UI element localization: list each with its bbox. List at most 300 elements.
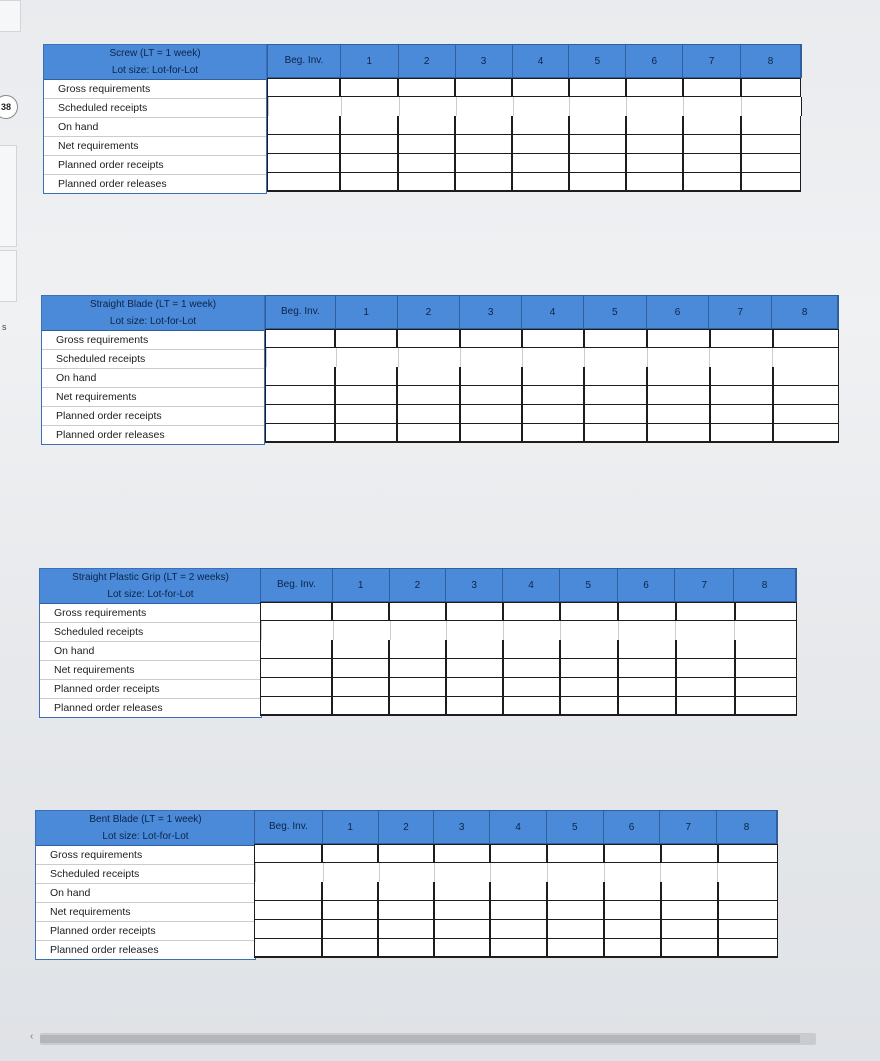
input-cell-planned-order-receipts[interactable] [490, 920, 547, 939]
input-cell-planned-order-releases[interactable] [661, 939, 718, 958]
input-cell-planned-order-releases[interactable] [503, 697, 560, 716]
input-row-gross-requirements [254, 844, 778, 863]
blank-cell [772, 348, 838, 367]
column-header-week: 3 [446, 569, 503, 601]
row-label-planned-order-receipts: Planned order receipts [36, 922, 255, 941]
row-label-planned-order-releases: Planned order releases [56, 429, 165, 441]
input-cell-net-requirements[interactable] [397, 386, 460, 405]
input-cell-net-requirements[interactable] [773, 386, 839, 405]
input-cell-net-requirements[interactable] [618, 659, 676, 678]
input-cell-on-hand[interactable] [455, 116, 512, 135]
blank-cell [446, 621, 503, 640]
blank-cell [618, 621, 676, 640]
input-cell-gross-requirements[interactable] [584, 329, 647, 348]
input-cell-on-hand[interactable] [710, 367, 773, 386]
input-cell-gross-requirements[interactable] [434, 844, 490, 863]
input-row-planned-order-releases [254, 939, 778, 958]
input-cell-planned-order-receipts[interactable] [735, 678, 797, 697]
input-cell-gross-requirements[interactable] [446, 602, 503, 621]
input-cell-planned-order-receipts[interactable] [254, 920, 322, 939]
input-cell-on-hand[interactable] [398, 116, 455, 135]
column-header-week: 4 [503, 569, 560, 601]
input-cell-net-requirements[interactable] [340, 135, 398, 154]
input-cell-planned-order-releases[interactable] [522, 424, 584, 443]
table-header [44, 45, 266, 80]
input-grid [265, 295, 839, 443]
input-row-scheduled-receipts [267, 97, 802, 116]
lot-size-label: Lot size: Lot-for-Lot [111, 65, 199, 76]
column-header-week: 5 [569, 45, 626, 77]
blank-cell [522, 348, 584, 367]
input-cell-planned-order-releases[interactable] [322, 939, 378, 958]
input-cell-on-hand[interactable] [397, 367, 460, 386]
input-row-gross-requirements [265, 329, 839, 348]
input-cell-on-hand[interactable] [490, 882, 547, 901]
input-cell-planned-order-releases[interactable] [490, 939, 547, 958]
item-title: Screw (LT = 1 week) [109, 48, 201, 59]
input-cell-planned-order-receipts[interactable] [332, 678, 389, 697]
input-cell-gross-requirements[interactable] [503, 602, 560, 621]
input-cell-on-hand[interactable] [260, 640, 332, 659]
input-cell-planned-order-receipts[interactable] [398, 154, 455, 173]
input-cell-gross-requirements[interactable] [647, 329, 710, 348]
input-cell-on-hand[interactable] [741, 116, 801, 135]
lot-size-label: Lot size: Lot-for-Lot [102, 831, 189, 842]
column-header-week: 7 [660, 811, 717, 843]
input-cell-net-requirements[interactable] [446, 659, 503, 678]
input-cell-net-requirements[interactable] [522, 386, 584, 405]
blank-cell [503, 621, 560, 640]
column-header-week: 5 [547, 811, 604, 843]
blank-cell [683, 97, 741, 116]
input-cell-on-hand[interactable] [340, 116, 398, 135]
input-cell-gross-requirements[interactable] [490, 844, 547, 863]
input-cell-planned-order-receipts[interactable] [547, 920, 604, 939]
input-cell-net-requirements[interactable] [490, 901, 547, 920]
blank-cell [569, 97, 626, 116]
input-cell-net-requirements[interactable] [560, 659, 618, 678]
input-grid [267, 44, 802, 192]
input-cell-planned-order-releases[interactable] [265, 424, 335, 443]
input-cell-planned-order-receipts[interactable] [626, 154, 683, 173]
input-cell-gross-requirements[interactable] [265, 329, 335, 348]
input-cell-on-hand[interactable] [265, 367, 335, 386]
input-cell-gross-requirements[interactable] [547, 844, 604, 863]
input-cell-on-hand[interactable] [773, 367, 839, 386]
input-cell-planned-order-receipts[interactable] [718, 920, 778, 939]
input-cell-planned-order-receipts[interactable] [389, 678, 446, 697]
input-cell-planned-order-releases[interactable] [397, 424, 460, 443]
column-header-week: 8 [741, 45, 801, 77]
input-row-planned-order-receipts [267, 154, 802, 173]
input-cell-planned-order-releases[interactable] [340, 173, 398, 192]
input-cell-planned-order-releases[interactable] [626, 173, 683, 192]
input-cell-planned-order-releases[interactable] [512, 173, 569, 192]
row-label-planned-order-releases: Planned order releases [50, 944, 159, 956]
blank-cell [547, 863, 604, 882]
input-cell-on-hand[interactable] [522, 367, 584, 386]
input-cell-planned-order-receipts[interactable] [340, 154, 398, 173]
blank-cell [734, 621, 796, 640]
input-cell-on-hand[interactable] [618, 640, 676, 659]
input-cell-gross-requirements[interactable] [710, 329, 773, 348]
input-cell-on-hand[interactable] [604, 882, 661, 901]
input-cell-net-requirements[interactable] [547, 901, 604, 920]
row-label-net-requirements: Net requirements [40, 661, 261, 680]
input-cell-gross-requirements[interactable] [569, 78, 626, 97]
input-cell-net-requirements[interactable] [735, 659, 797, 678]
table-header [40, 569, 261, 604]
input-cell-on-hand[interactable] [335, 367, 397, 386]
input-row-on-hand [254, 882, 778, 901]
blank-cell [717, 863, 777, 882]
column-header-week: 3 [456, 45, 513, 77]
lot-size-label: Lot size: Lot-for-Lot [109, 316, 197, 327]
input-cell-net-requirements[interactable] [647, 386, 710, 405]
input-cell-planned-order-receipts[interactable] [560, 678, 618, 697]
input-cell-net-requirements[interactable] [710, 386, 773, 405]
blank-cell [460, 348, 522, 367]
column-header-week: 2 [398, 296, 461, 328]
input-cell-on-hand[interactable] [446, 640, 503, 659]
input-cell-planned-order-receipts[interactable] [322, 920, 378, 939]
input-cell-planned-order-receipts[interactable] [265, 405, 335, 424]
input-cell-gross-requirements[interactable] [676, 602, 735, 621]
input-cell-net-requirements[interactable] [676, 659, 735, 678]
input-cell-on-hand[interactable] [267, 116, 340, 135]
input-cell-net-requirements[interactable] [265, 386, 335, 405]
input-cell-planned-order-releases[interactable] [676, 697, 735, 716]
input-cell-on-hand[interactable] [389, 640, 446, 659]
input-cell-planned-order-releases[interactable] [618, 697, 676, 716]
blank-cell [390, 621, 447, 640]
row-label-planned-order-receipts: Planned order receipts [44, 156, 266, 175]
input-cell-gross-requirements[interactable] [398, 78, 455, 97]
input-cell-planned-order-releases[interactable] [398, 173, 455, 192]
side-fragment-text: s [2, 322, 7, 332]
input-cell-planned-order-receipts[interactable] [522, 405, 584, 424]
input-cell-net-requirements[interactable] [398, 135, 455, 154]
column-header-week: 6 [647, 296, 710, 328]
column-header-week: 5 [560, 569, 618, 601]
input-cell-gross-requirements[interactable] [260, 602, 332, 621]
input-cell-planned-order-releases[interactable] [683, 173, 741, 192]
input-cell-on-hand[interactable] [378, 882, 434, 901]
input-grid [260, 568, 797, 716]
input-cell-planned-order-releases[interactable] [718, 939, 778, 958]
input-cell-gross-requirements[interactable] [773, 329, 839, 348]
input-cell-gross-requirements[interactable] [340, 78, 398, 97]
input-cell-net-requirements[interactable] [741, 135, 801, 154]
input-cell-on-hand[interactable] [547, 882, 604, 901]
column-header-week: 7 [675, 569, 734, 601]
input-row-planned-order-releases [267, 173, 802, 192]
input-cell-planned-order-receipts[interactable] [260, 678, 332, 697]
item-title: Bent Blade (LT = 1 week) [89, 814, 202, 825]
column-header-week: 8 [717, 811, 777, 843]
input-cell-on-hand[interactable] [661, 882, 718, 901]
blank-cell [560, 621, 618, 640]
input-cell-net-requirements[interactable] [254, 901, 322, 920]
input-cell-planned-order-receipts[interactable] [584, 405, 647, 424]
column-header-week: 6 [626, 45, 683, 77]
input-cell-net-requirements[interactable] [434, 901, 490, 920]
input-cell-gross-requirements[interactable] [661, 844, 718, 863]
input-row-net-requirements [260, 659, 797, 678]
input-cell-net-requirements[interactable] [718, 901, 778, 920]
input-cell-gross-requirements[interactable] [735, 602, 797, 621]
blank-cell [323, 863, 379, 882]
input-cell-planned-order-releases[interactable] [710, 424, 773, 443]
input-cell-planned-order-releases[interactable] [584, 424, 647, 443]
input-cell-planned-order-receipts[interactable] [773, 405, 839, 424]
row-label-planned-order-receipts: Planned order receipts [42, 407, 264, 426]
input-cell-planned-order-receipts[interactable] [378, 920, 434, 939]
input-cell-net-requirements[interactable] [455, 135, 512, 154]
input-cell-gross-requirements[interactable] [460, 329, 522, 348]
input-cell-on-hand[interactable] [718, 882, 778, 901]
input-cell-gross-requirements[interactable] [267, 78, 340, 97]
input-cell-on-hand[interactable] [434, 882, 490, 901]
column-header-week: 4 [522, 296, 584, 328]
input-cell-planned-order-receipts[interactable] [397, 405, 460, 424]
blank-cell [341, 97, 399, 116]
column-header-week: 2 [379, 811, 435, 843]
input-row-planned-order-receipts [265, 405, 839, 424]
input-cell-planned-order-releases[interactable] [267, 173, 340, 192]
input-cell-planned-order-releases[interactable] [254, 939, 322, 958]
input-cell-net-requirements[interactable] [332, 659, 389, 678]
blank-cell [647, 348, 710, 367]
input-cell-gross-requirements[interactable] [604, 844, 661, 863]
input-cell-planned-order-receipts[interactable] [267, 154, 340, 173]
column-header-week: 3 [434, 811, 490, 843]
column-header-week: 6 [604, 811, 661, 843]
left-panel-tab [0, 0, 21, 32]
input-cell-gross-requirements[interactable] [335, 329, 397, 348]
blank-cell [434, 863, 490, 882]
blank-cell [490, 863, 547, 882]
input-cell-planned-order-receipts[interactable] [446, 678, 503, 697]
input-cell-planned-order-releases[interactable] [434, 939, 490, 958]
input-cell-gross-requirements[interactable] [618, 602, 676, 621]
input-cell-planned-order-receipts[interactable] [335, 405, 397, 424]
column-header-week: 7 [683, 45, 741, 77]
column-header-row [267, 44, 802, 78]
input-row-on-hand [260, 640, 797, 659]
input-cell-net-requirements[interactable] [683, 135, 741, 154]
input-cell-gross-requirements[interactable] [455, 78, 512, 97]
input-cell-planned-order-receipts[interactable] [710, 405, 773, 424]
input-row-scheduled-receipts [265, 348, 839, 367]
left-panel-tab [0, 250, 17, 302]
column-header-week: 4 [513, 45, 570, 77]
input-cell-gross-requirements[interactable] [522, 329, 584, 348]
input-cell-planned-order-releases[interactable] [446, 697, 503, 716]
input-row-net-requirements [254, 901, 778, 920]
blank-cell [626, 97, 683, 116]
input-cell-net-requirements[interactable] [389, 659, 446, 678]
column-header-week: 2 [390, 569, 447, 601]
input-cell-gross-requirements[interactable] [254, 844, 322, 863]
input-cell-net-requirements[interactable] [626, 135, 683, 154]
input-cell-gross-requirements[interactable] [626, 78, 683, 97]
row-label-gross-requirements: Gross requirements [42, 331, 264, 350]
input-cell-gross-requirements[interactable] [741, 78, 801, 97]
item-title: Straight Blade (LT = 1 week) [89, 299, 217, 310]
input-cell-planned-order-releases[interactable] [773, 424, 839, 443]
input-cell-gross-requirements[interactable] [683, 78, 741, 97]
column-header-beg-inv: Beg. Inv. [255, 811, 323, 843]
input-cell-net-requirements[interactable] [460, 386, 522, 405]
row-label-planned-order-releases: Planned order releases [58, 178, 167, 190]
input-cell-on-hand[interactable] [683, 116, 741, 135]
input-cell-gross-requirements[interactable] [397, 329, 460, 348]
column-header-week: 8 [772, 296, 838, 328]
input-cell-on-hand[interactable] [512, 116, 569, 135]
input-cell-planned-order-receipts[interactable] [661, 920, 718, 939]
row-label-net-requirements: Net requirements [36, 903, 255, 922]
input-cell-net-requirements[interactable] [378, 901, 434, 920]
horizontal-scrollbar[interactable] [40, 1033, 816, 1045]
input-cell-planned-order-receipts[interactable] [434, 920, 490, 939]
column-header-week: 1 [333, 569, 390, 601]
input-cell-on-hand[interactable] [735, 640, 797, 659]
column-header-week: 7 [709, 296, 772, 328]
input-cell-planned-order-receipts[interactable] [741, 154, 801, 173]
input-cell-planned-order-releases[interactable] [560, 697, 618, 716]
input-cell-on-hand[interactable] [322, 882, 378, 901]
input-row-on-hand [265, 367, 839, 386]
input-row-planned-order-receipts [260, 678, 797, 697]
input-cell-planned-order-receipts[interactable] [618, 678, 676, 697]
column-header-week: 8 [734, 569, 796, 601]
blank-cell [268, 97, 341, 116]
input-row-scheduled-receipts [254, 863, 778, 882]
input-cell-on-hand[interactable] [460, 367, 522, 386]
row-label-planned-order-receipts: Planned order receipts [40, 680, 261, 699]
input-cell-planned-order-receipts[interactable] [569, 154, 626, 173]
column-header-row [265, 295, 839, 329]
input-cell-on-hand[interactable] [332, 640, 389, 659]
column-header-week: 4 [490, 811, 547, 843]
input-cell-planned-order-releases[interactable] [569, 173, 626, 192]
input-cell-on-hand[interactable] [569, 116, 626, 135]
input-cell-on-hand[interactable] [647, 367, 710, 386]
input-cell-net-requirements[interactable] [260, 659, 332, 678]
item-title: Straight Plastic Grip (LT = 2 weeks) [72, 572, 229, 583]
input-cell-planned-order-receipts[interactable] [503, 678, 560, 697]
input-row-planned-order-releases [265, 424, 839, 443]
blank-cell [379, 863, 435, 882]
input-cell-planned-order-releases[interactable] [455, 173, 512, 192]
left-panel-tab [0, 145, 17, 247]
input-cell-gross-requirements[interactable] [322, 844, 378, 863]
input-cell-on-hand[interactable] [503, 640, 560, 659]
input-row-planned-order-releases [260, 697, 797, 716]
row-label-on-hand: On hand [44, 118, 266, 137]
input-cell-planned-order-releases[interactable] [378, 939, 434, 958]
input-cell-net-requirements[interactable] [335, 386, 397, 405]
column-header-row [260, 568, 797, 602]
input-cell-net-requirements[interactable] [322, 901, 378, 920]
input-cell-planned-order-releases[interactable] [389, 697, 446, 716]
input-cell-planned-order-releases[interactable] [647, 424, 710, 443]
input-cell-gross-requirements[interactable] [332, 602, 389, 621]
input-cell-planned-order-releases[interactable] [260, 697, 332, 716]
input-cell-planned-order-receipts[interactable] [604, 920, 661, 939]
column-header-beg-inv: Beg. Inv. [261, 569, 333, 601]
input-cell-net-requirements[interactable] [267, 135, 340, 154]
row-label-planned-order-releases: Planned order releases [54, 702, 163, 714]
input-cell-net-requirements[interactable] [584, 386, 647, 405]
input-cell-on-hand[interactable] [584, 367, 647, 386]
input-grid [254, 810, 778, 958]
input-cell-planned-order-releases[interactable] [735, 697, 797, 716]
input-cell-gross-requirements[interactable] [560, 602, 618, 621]
input-cell-net-requirements[interactable] [569, 135, 626, 154]
column-header-week: 2 [399, 45, 456, 77]
input-cell-net-requirements[interactable] [503, 659, 560, 678]
input-cell-net-requirements[interactable] [512, 135, 569, 154]
input-row-planned-order-receipts [254, 920, 778, 939]
input-cell-gross-requirements[interactable] [512, 78, 569, 97]
input-cell-on-hand[interactable] [560, 640, 618, 659]
input-cell-net-requirements[interactable] [604, 901, 661, 920]
blank-cell [709, 348, 772, 367]
blank-cell [741, 97, 801, 116]
column-header-beg-inv: Beg. Inv. [268, 45, 341, 77]
row-label-scheduled-receipts: Scheduled receipts [42, 350, 264, 369]
blank-cell [584, 348, 647, 367]
question-number-badge[interactable]: 38 [0, 95, 18, 119]
scrollbar-thumb[interactable] [40, 1035, 800, 1043]
column-header-week: 1 [341, 45, 399, 77]
blank-cell [399, 97, 456, 116]
input-cell-planned-order-releases[interactable] [332, 697, 389, 716]
input-cell-on-hand[interactable] [254, 882, 322, 901]
lot-size-label: Lot size: Lot-for-Lot [107, 589, 194, 600]
input-cell-planned-order-releases[interactable] [335, 424, 397, 443]
input-cell-gross-requirements[interactable] [389, 602, 446, 621]
row-label-on-hand: On hand [36, 884, 255, 903]
input-cell-planned-order-releases[interactable] [460, 424, 522, 443]
input-cell-planned-order-receipts[interactable] [460, 405, 522, 424]
input-cell-gross-requirements[interactable] [718, 844, 778, 863]
blank-cell [266, 348, 336, 367]
scroll-left-arrow-icon[interactable]: ‹ [30, 1031, 34, 1042]
input-cell-planned-order-releases[interactable] [604, 939, 661, 958]
input-cell-gross-requirements[interactable] [378, 844, 434, 863]
input-cell-planned-order-receipts[interactable] [683, 154, 741, 173]
column-header-week: 6 [618, 569, 676, 601]
input-cell-planned-order-receipts[interactable] [455, 154, 512, 173]
input-cell-planned-order-releases[interactable] [741, 173, 801, 192]
blank-cell [660, 863, 717, 882]
input-cell-planned-order-receipts[interactable] [676, 678, 735, 697]
input-cell-planned-order-releases[interactable] [547, 939, 604, 958]
input-row-gross-requirements [260, 602, 797, 621]
input-cell-net-requirements[interactable] [661, 901, 718, 920]
blank-cell [261, 621, 333, 640]
column-header-beg-inv: Beg. Inv. [266, 296, 336, 328]
row-label-gross-requirements: Gross requirements [36, 846, 255, 865]
input-row-gross-requirements [267, 78, 802, 97]
input-cell-on-hand[interactable] [626, 116, 683, 135]
input-cell-planned-order-receipts[interactable] [512, 154, 569, 173]
input-cell-on-hand[interactable] [676, 640, 735, 659]
input-cell-planned-order-receipts[interactable] [647, 405, 710, 424]
